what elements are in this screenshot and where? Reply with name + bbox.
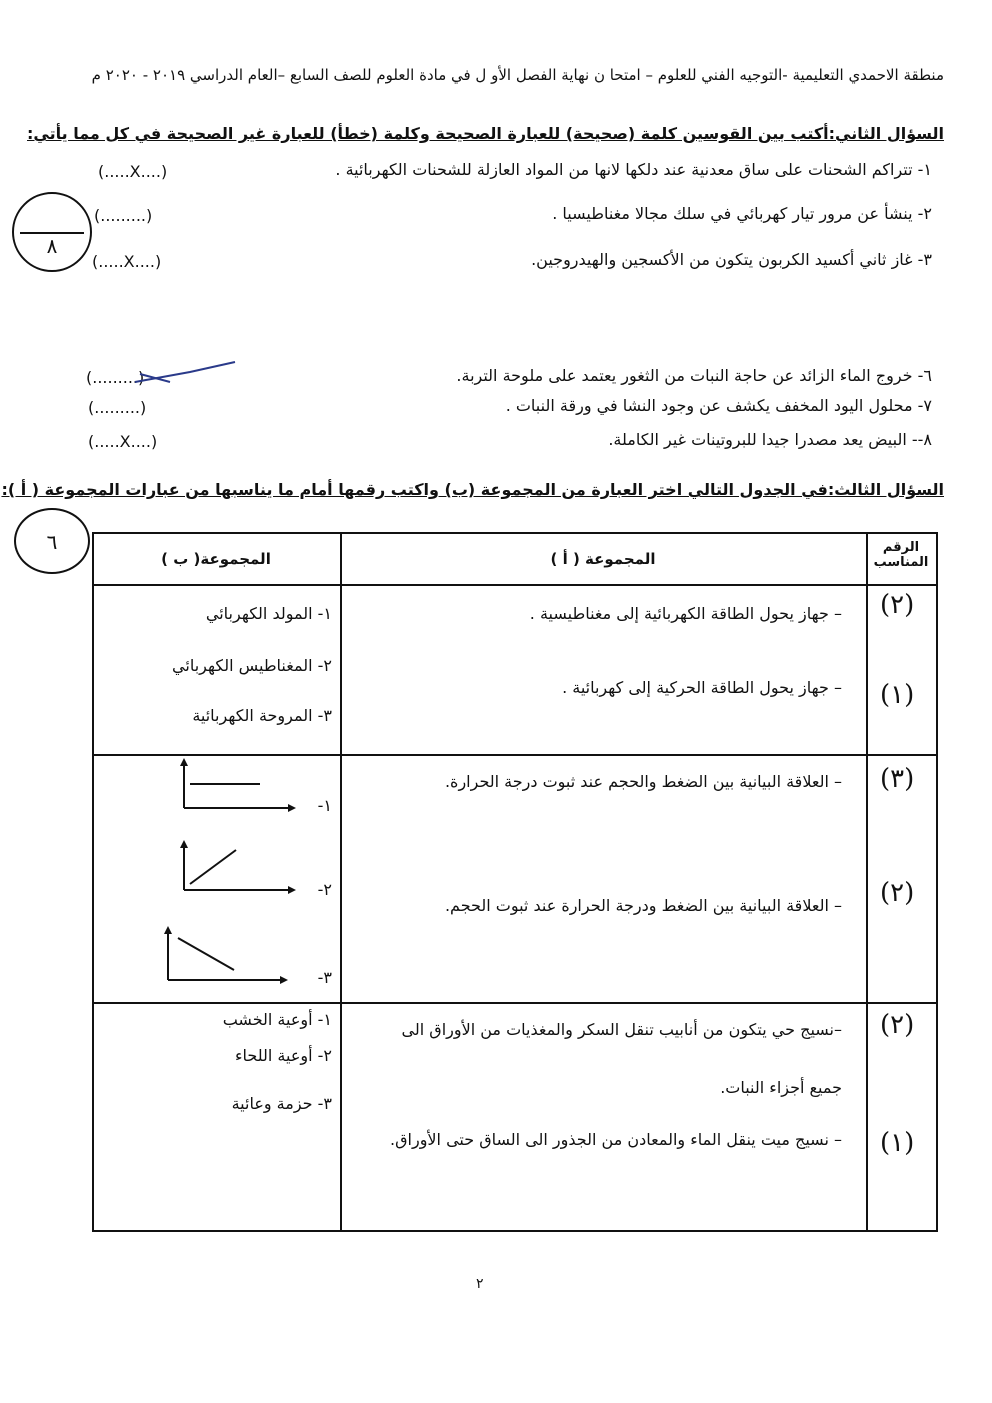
- row1-answer-2[interactable]: (١): [880, 680, 915, 710]
- row3-a-1: –نسيج حي يتكون من أنابيب تنقل السكر والمغذيات من الأوراق الى: [401, 1020, 842, 1039]
- q2-paren-8[interactable]: (.....X....): [88, 432, 158, 451]
- row3-a-2: – نسيج ميت ينقل الماء والمعادن من الجذور الى الساق حتى الأوراق.: [390, 1130, 842, 1149]
- row2-a-1: – العلاقة البيانية بين الضغط والحجم عند ثبوت درجة الحرارة.: [444, 772, 842, 791]
- q2-title: السؤال الثاني:أكتب بين القوسين كلمة (صحيحة) للعبارة الصحيحة وكلمة (خطأ) للعبارة غير الصحيحة في كل مما يأتي:: [27, 124, 944, 143]
- col-divider-num: [866, 532, 868, 1232]
- q2-score: ٨: [46, 234, 58, 258]
- row3-b-3: ٣- حزمة وعائية: [231, 1094, 332, 1113]
- q3-score: ٦: [46, 530, 58, 554]
- row-divider-2: [92, 1002, 938, 1004]
- page-number: ٢: [476, 1276, 484, 1292]
- header-row-divider: [92, 584, 938, 586]
- q2-item-1: ١- تتراكم الشحنات على ساق معدنية عند دلكها لانها من المواد العازلة للشحنات الكهربائية .: [335, 160, 932, 179]
- row2-a-2: – العلاقة البيانية بين الضغط ودرجة الحرارة عند ثبوت الحجم.: [444, 896, 842, 915]
- row3-b-1: ١- أوعية الخشب: [222, 1010, 332, 1029]
- q2-paren-2[interactable]: (.........): [94, 206, 153, 225]
- row1-b-2: ٢- المغناطيس الكهربائي: [172, 656, 332, 675]
- row3-a-1-cont: جميع أجزاء النبات.: [720, 1078, 842, 1097]
- q3-title: السؤال الثالث:في الجدول التالي اختر العبارة من المجموعة (ب) واكتب رقمها أمام ما يناسبها من عبارات المجموعة ( أ ):: [1, 480, 944, 499]
- graph-decreasing-line-icon: [154, 926, 294, 986]
- row3-b-2: ٢- أوعية اللحاء: [234, 1046, 332, 1065]
- q2-item-7: ٧- محلول اليود المخفف يكشف عن وجود النشا في ورقة النبات .: [505, 396, 932, 415]
- q2-paren-6[interactable]: (.........): [86, 368, 145, 387]
- header-num: الرقم المناسب: [873, 540, 929, 570]
- row2-b-3: ٣-: [317, 968, 332, 987]
- q2-item-8: ٨-- البيض يعد مصدرا جيدا للبروتينات غير الكاملة.: [608, 430, 932, 449]
- row2-b-1: ١-: [317, 796, 332, 815]
- row3-answer-2[interactable]: (١): [880, 1128, 915, 1158]
- q2-paren-7[interactable]: (.........): [88, 398, 147, 417]
- graph-increasing-line-icon: [170, 840, 300, 896]
- header-group-a: المجموعة ( أ ): [550, 550, 656, 568]
- row1-b-1: ١- المولد الكهربائي: [205, 604, 332, 623]
- pen-scribble-mark: [130, 360, 240, 390]
- q2-score-circle: [12, 192, 92, 272]
- row2-b-2: ٢-: [317, 880, 332, 899]
- col-divider-b: [340, 532, 342, 1232]
- row1-b-3: ٣- المروحة الكهربائية: [192, 706, 332, 725]
- header-group-b: المجموعة( ب ): [161, 550, 271, 568]
- q2-item-3: ٣- غاز ثاني أكسيد الكربون يتكون من الأكسجين والهيدروجين.: [531, 250, 932, 269]
- row2-answer-2[interactable]: (٢): [880, 878, 915, 908]
- row1-answer-1[interactable]: (٢): [880, 590, 915, 620]
- q2-item-2: ٢- ينشأ عن مرور تيار كهربائي في سلك مجالا مغناطيسيا .: [552, 204, 932, 223]
- row3-answer-1[interactable]: (٢): [880, 1010, 915, 1040]
- q2-paren-3[interactable]: (.....X....): [92, 252, 162, 271]
- row1-a-1: – جهاز يحول الطاقة الكهربائية إلى مغناطيسية .: [529, 604, 842, 623]
- q2-paren-1[interactable]: (.....X....): [98, 162, 168, 181]
- q3-score-circle: [14, 508, 90, 574]
- score-divider: [20, 232, 84, 234]
- row-divider-1: [92, 754, 938, 756]
- row2-answer-1[interactable]: (٣): [880, 764, 915, 794]
- graph-constant-line-icon: [170, 758, 300, 814]
- exam-header: منطقة الاحمدي التعليمية -التوجيه الفني للعلوم – امتحا ن نهاية الفصل الأو ل في مادة العلوم للصف السابع –العام الدراسي ٢٠١٩ - ٢٠٢٠ م: [91, 66, 944, 84]
- q2-item-6: ٦- خروج الماء الزائد عن حاجة النبات من الثغور يعتمد على ملوحة التربة.: [456, 366, 932, 385]
- row1-a-2: – جهاز يحول الطاقة الحركية إلى كهربائية .: [562, 678, 842, 697]
